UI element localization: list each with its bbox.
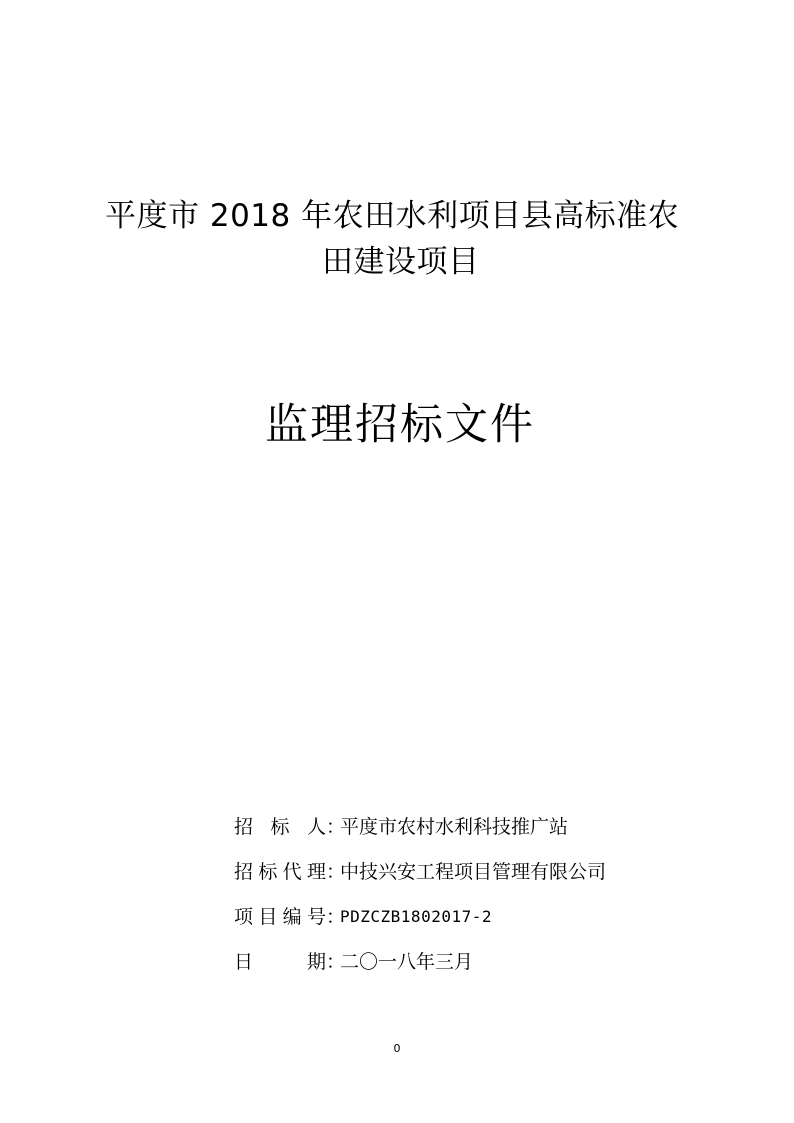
date-value: 二〇一八年三月 <box>340 951 474 973</box>
project-title-line-2: 田建设项目 <box>322 244 480 280</box>
project-title-line-1: 平度市 2018 年农田水利项目县高标准农 <box>105 198 680 234</box>
agent-value: 中技兴安工程项目管理有限公司 <box>340 861 607 883</box>
info-row-project-number <box>234 902 714 947</box>
agent-label: 招标代理 <box>234 861 326 883</box>
project-number-value: PDZCZB1802017-2 <box>340 907 492 926</box>
project-number-separator: ： <box>326 906 346 928</box>
date-label: 日 期 <box>234 951 326 973</box>
tender-info-block <box>234 812 714 992</box>
info-row-tenderer <box>234 812 714 857</box>
tenderer-value: 平度市农村水利科技推广站 <box>340 816 569 838</box>
page-number: 0 <box>393 1042 401 1055</box>
tenderer-label: 招 标 人 <box>234 816 326 838</box>
tenderer-separator: ： <box>326 816 346 838</box>
agent-separator: ： <box>326 861 346 883</box>
project-number-label: 项目编号 <box>234 906 326 928</box>
date-separator: ： <box>326 951 346 973</box>
info-row-agent <box>234 857 714 902</box>
info-row-date <box>234 947 714 992</box>
document-type-heading: 监理招标文件 <box>265 400 535 450</box>
